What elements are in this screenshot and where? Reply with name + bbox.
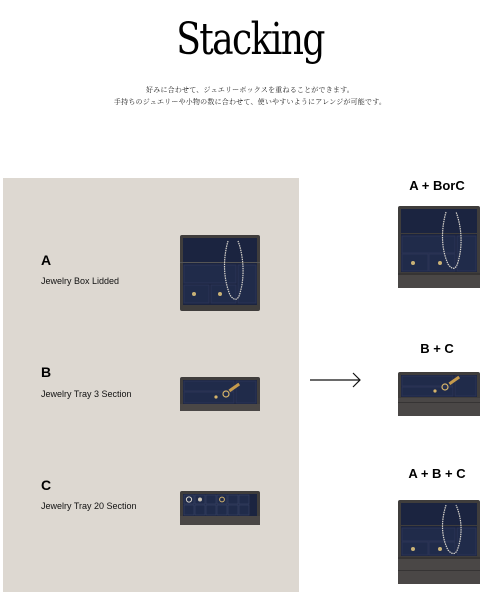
stack-a-b-or-c-image — [398, 206, 480, 288]
item-b-letter: B — [41, 364, 52, 380]
stack-b-c-image — [398, 372, 480, 416]
item-c-letter: C — [41, 477, 52, 493]
subtitle-line-2: 手持ちのジュエリーや小物の数に合わせて、使いやすいようにアレンジが可能です。 — [113, 99, 387, 106]
arrow-right-icon — [310, 372, 362, 388]
combo-b-c-label: B + C — [420, 341, 454, 356]
combo-a-b-c-label: A + B + C — [408, 466, 466, 481]
item-b-name: Jewelry Tray 3 Section — [41, 389, 132, 399]
jewelry-tray-3-section-image — [180, 377, 260, 411]
item-c-name: Jewelry Tray 20 Section — [41, 501, 137, 511]
item-a-name: Jewelry Box Lidded — [41, 276, 120, 286]
combo-a-b-or-c-label: A + BorC — [409, 178, 465, 193]
item-a-letter: A — [41, 252, 52, 268]
page-title: Stacking — [176, 14, 324, 65]
subtitle-line-1: 好みに合わせて、ジュエリーボックスを重ねることができます。 — [146, 87, 354, 94]
stack-a-b-c-image — [398, 500, 480, 584]
jewelry-box-lidded-image — [180, 235, 260, 311]
jewelry-tray-20-section-image — [180, 491, 260, 525]
